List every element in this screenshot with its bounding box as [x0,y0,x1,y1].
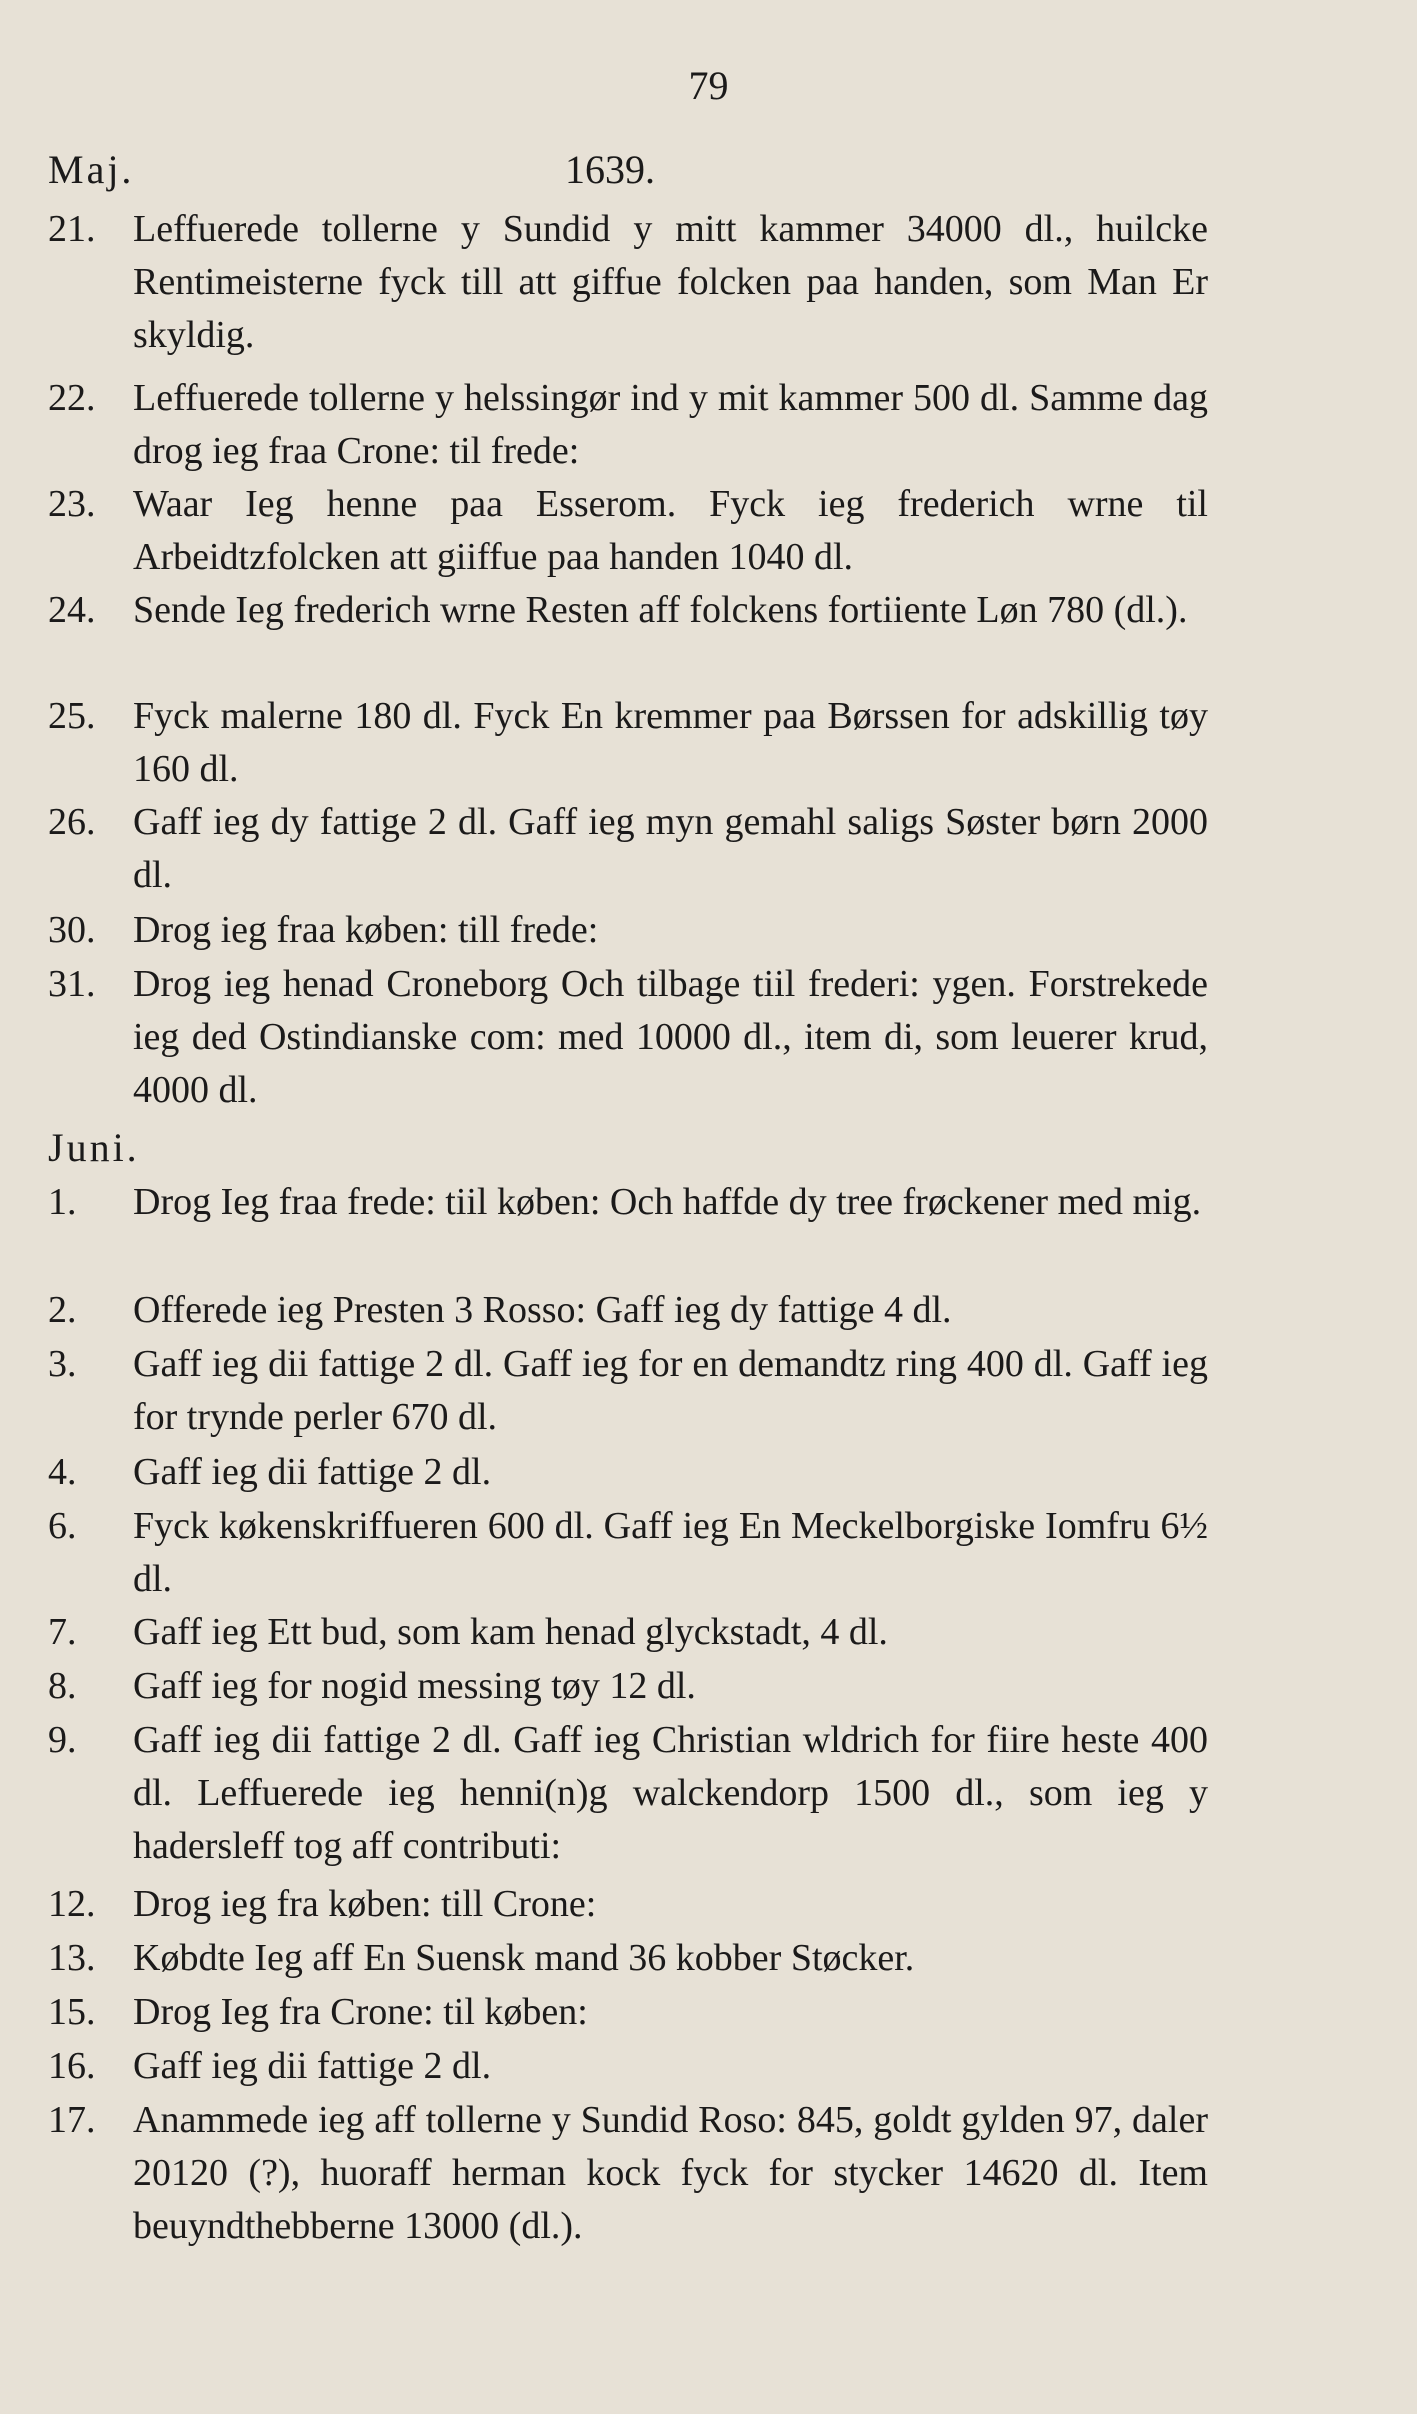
entry-text: Drog Ieg fraa frede: tiil køben: Och haffde dy tree frøckener med mig. [133,1181,1202,1223]
entry-day: 2. [48,1289,77,1331]
entry-day: 3. [48,1343,77,1385]
entry-day: 31. [48,963,96,1005]
entry-day: 16. [48,2045,96,2087]
entry-day: 13. [48,1937,96,1979]
entry-text: Gaff ieg dii fattige 2 dl. [133,1451,492,1493]
entry-text: Leffuerede tollerne y helssingør ind y mit kammer 500 dl. Samme dag drog ieg fraa Crone: til frede: [133,377,1208,472]
entry-text: Fyck køkenskriffueren 600 dl. Gaff ieg En Meckelborgiske Iomfru 6½ dl. [133,1505,1208,1600]
entry-text: Gaff ieg for nogid messing tøy 12 dl. [133,1665,696,1707]
month-heading-maj: Maj. [48,147,135,192]
year-heading: 1639. [565,147,655,192]
entry-text: Waar Ieg henne paa Esserom. Fyck ieg frederich wrne til Arbeidtzfolcken att giiffue paa handen 1040 dl. [133,483,1208,578]
entry-day: 17. [48,2099,96,2141]
entry-day: 8. [48,1665,77,1707]
entry-day: 9. [48,1719,77,1761]
entry-day: 6. [48,1505,77,1547]
entry-day: 22. [48,377,96,419]
entry-day: 25. [48,695,96,737]
entry-text: Gaff ieg dii fattige 2 dl. Gaff ieg Christian wldrich for fiire heste 400 dl. Leffuerede ieg henni(n)g walckendorp 1500 dl., som ieg y hadersleff tog aff contributi: [133,1719,1208,1867]
page-number: 79 [688,63,729,108]
entry-day: 12. [48,1883,96,1925]
entry-day: 15. [48,1991,96,2033]
entry-text: Fyck malerne 180 dl. Fyck En kremmer paa Børssen for adskillig tøy 160 dl. [133,695,1208,790]
entry-day: 23. [48,483,96,525]
entry-day: 1. [48,1181,77,1223]
entry-day: 4. [48,1451,77,1493]
entry-text: Gaff ieg Ett bud, som kam henad glyckstadt, 4 dl. [133,1611,888,1653]
entry-text: Drog Ieg fra Crone: til køben: [133,1991,588,2033]
entry-text: Drog ieg fraa køben: till frede: [133,909,599,951]
entry-text: Købdte Ieg aff En Suensk mand 36 kobber Støcker. [133,1937,915,1979]
entry-text: Gaff ieg dii fattige 2 dl. [133,2045,492,2087]
entry-text: Leffuerede tollerne y Sundid y mitt kammer 34000 dl., huilcke Rentimeisterne fyck till att giffue folcken paa handen, som Man Er skyldig. [133,208,1208,356]
entry-text: Anammede ieg aff tollerne y Sundid Roso: 845, goldt gylden 97, daler 20120 (?), huoraff herman kock fyck for stycker 14620 dl. Item beuyndthebberne 13000 (dl.). [133,2099,1208,2247]
entry-text: Gaff ieg dii fattige 2 dl. Gaff ieg for en demandtz ring 400 dl. Gaff ieg for trynde perler 670 dl. [133,1343,1208,1438]
entry-text: Offerede ieg Presten 3 Rosso: Gaff ieg dy fattige 4 dl. [133,1289,952,1331]
entry-day: 30. [48,909,96,951]
entry-day: 21. [48,208,96,250]
entry-text: Drog ieg fra køben: till Crone: [133,1883,597,1925]
entry-day: 7. [48,1611,77,1653]
entry-text: Gaff ieg dy fattige 2 dl. Gaff ieg myn gemahl saligs Søster børn 2000 dl. [133,801,1208,896]
entry-day: 26. [48,801,96,843]
entry-day: 24. [48,589,96,631]
month-heading-juni: Juni. [48,1125,140,1170]
entry-text: Drog ieg henad Croneborg Och tilbage tiil frederi: ygen. Forstrekede ieg ded Ostindianske com: med 10000 dl., item di, som leuerer krud, 4000 dl. [133,963,1208,1111]
entry-text: Sende Ieg frederich wrne Resten aff folckens fortiiente Løn 780 (dl.). [133,589,1188,631]
